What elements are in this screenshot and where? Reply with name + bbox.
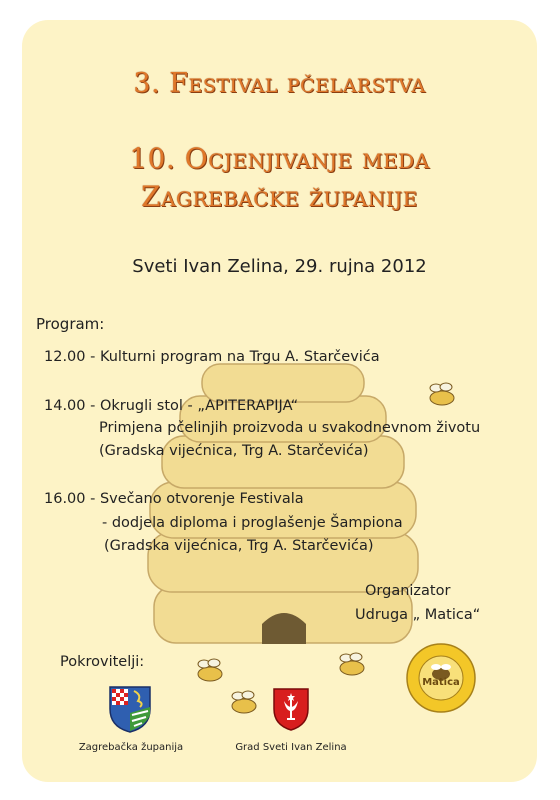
program-item-2-detail: Primjena pčelinjih proizvoda u svakodnevnom životu (99, 420, 481, 436)
program-item-1: 12.00 - Kulturni program na Trgu A. Starčevića (44, 349, 380, 365)
program-item-3: 16.00 - Svečano otvorenje Festivala (44, 491, 304, 507)
program-item-3-location: (Gradska vijećnica, Trg A. Starčevića) (104, 538, 374, 554)
coat-of-arms-icon (108, 685, 152, 733)
organizer-name: Udruga „ Matica“ (355, 607, 481, 623)
program-item-2-location: (Gradska vijećnica, Trg A. Starčevića) (99, 443, 369, 459)
festival-title: 3. Festival pčelarstva (133, 68, 426, 99)
poster (22, 20, 537, 782)
program-item-2: 14.00 - Okrugli stol - „APITERAPIJA“ (44, 398, 299, 414)
bee-icon (430, 383, 454, 405)
program-heading: Program: (36, 315, 105, 333)
bee-icon (232, 691, 256, 713)
county-title: Zagrebačke županije (141, 180, 418, 213)
sponsor-county-caption: Zagrebačka županija (78, 742, 184, 753)
logo-center-text: Matica (422, 677, 460, 688)
event-place-date: Sveti Ivan Zelina, 29. rujna 2012 (132, 256, 427, 277)
honey-evaluation-title: 10. Ocjenjivanje meda (129, 142, 430, 175)
sponsor-town-caption: Grad Sveti Ivan Zelina (235, 742, 347, 753)
sponsors-heading: Pokrovitelji: (60, 654, 145, 670)
bee-icon (340, 653, 364, 675)
bee-icon (198, 659, 222, 681)
coat-of-arms-icon (272, 687, 310, 731)
organizer-label: Organizator (365, 583, 451, 599)
program-item-3-detail: - dodjela diploma i proglašenje Šampiona (102, 515, 403, 531)
